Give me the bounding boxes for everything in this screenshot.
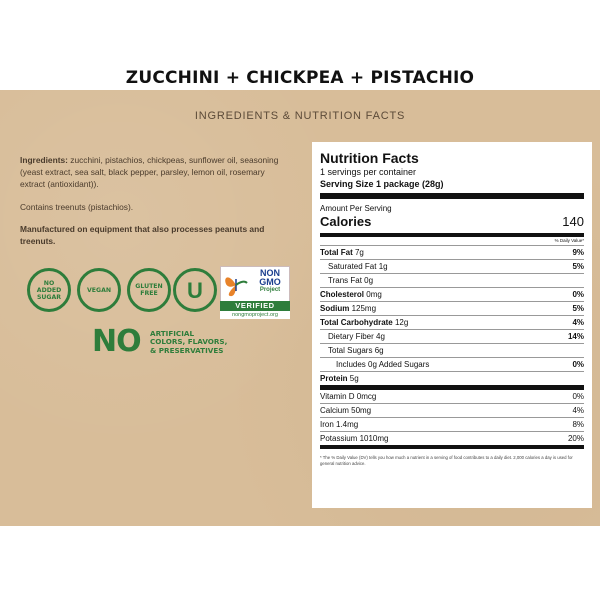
vitamin-row bbox=[320, 432, 584, 449]
nutrient-row bbox=[320, 330, 584, 344]
badge-text: ADDED bbox=[36, 286, 62, 294]
ingredients-paragraph bbox=[20, 154, 282, 191]
nutrition-title: Nutrition Facts bbox=[320, 150, 419, 166]
nutrient-pct: 5% bbox=[572, 304, 584, 313]
badge-text: U bbox=[187, 277, 203, 303]
no-added-sugar-badge bbox=[27, 268, 71, 312]
no-artificial-claim bbox=[92, 326, 272, 360]
nutrient-row bbox=[320, 274, 584, 288]
nongmo-line1: NON bbox=[260, 268, 280, 278]
vitamin-label: Calcium 50mg bbox=[320, 406, 372, 415]
product-title: ZUCCHINI + CHICKPEA + PISTACHIO bbox=[125, 68, 475, 88]
no-artificial-line2: COLORS, FLAVORS, bbox=[150, 337, 228, 347]
nutrient-label: Sodium bbox=[320, 304, 350, 313]
nutrient-label: Includes 0g Added Sugars bbox=[336, 360, 430, 369]
calories-row bbox=[320, 214, 584, 237]
ingredients-block bbox=[20, 154, 282, 257]
no-artificial-line3: & PRESERVATIVES bbox=[150, 345, 224, 355]
vegan-badge bbox=[77, 268, 121, 312]
nutrient-label: Cholesterol bbox=[320, 290, 365, 299]
badges-row bbox=[27, 266, 297, 316]
no-big-text: NO bbox=[92, 324, 141, 359]
daily-value-footnote: * The % Daily Value (DV) tells you how much a nutrient in a serving of food contributes to a daily diet. 2,000 calories a day is used for general nutrition advice. bbox=[320, 455, 573, 466]
nutrient-row bbox=[320, 246, 584, 260]
vitamin-pct: 20% bbox=[567, 434, 584, 443]
serving-size: Serving Size 1 package (28g) bbox=[320, 178, 584, 199]
badge-text: GLUTEN bbox=[135, 283, 163, 290]
nutrient-row bbox=[320, 344, 584, 358]
nutrient-label: Total Carbohydrate bbox=[320, 318, 393, 327]
nutrient-pct: 0% bbox=[572, 360, 584, 369]
contains-text: Contains treenuts (pistachios). bbox=[20, 201, 134, 212]
nongmo-site: nongmoproject.org bbox=[220, 311, 290, 319]
nutrient-pct: 14% bbox=[567, 332, 584, 341]
calories-value: 140 bbox=[562, 214, 584, 229]
manufactured-text: Manufactured on equipment that also processes peanuts and treenuts. bbox=[20, 223, 265, 247]
vitamin-label: Iron 1.4mg bbox=[320, 420, 359, 429]
vitamin-pct: 8% bbox=[572, 420, 584, 429]
nutrient-amount: 12g bbox=[392, 318, 409, 327]
nutrient-label: Protein bbox=[320, 374, 348, 383]
nutrient-row bbox=[320, 288, 584, 302]
nutrient-pct: 4% bbox=[572, 318, 584, 327]
badge-text: VEGAN bbox=[86, 286, 112, 294]
kosher-u-badge bbox=[173, 268, 217, 312]
nutrient-row bbox=[320, 372, 584, 390]
vitamin-row bbox=[320, 404, 584, 418]
nutrient-amount: 7g bbox=[352, 248, 364, 257]
nutrient-amount: 5g bbox=[347, 374, 359, 383]
badge-text: FREE bbox=[140, 290, 158, 297]
vitamin-row bbox=[320, 390, 584, 404]
butterfly-icon bbox=[223, 271, 249, 299]
non-gmo-logo bbox=[220, 266, 290, 318]
nutrition-facts-label bbox=[312, 142, 592, 508]
nutrient-amount: 125mg bbox=[349, 304, 377, 313]
ingredients-label: Ingredients: bbox=[20, 155, 68, 165]
ingredients-text: zucchini, pistachios, chickpeas, sunflower oil, seasoning (yeast extract, sea salt, black pepper, parsley, lemon oil, rosemary extract (antioxidant)). bbox=[20, 155, 279, 190]
vitamin-label: Vitamin D 0mcg bbox=[320, 392, 377, 401]
nutrient-label: Dietary Fiber 4g bbox=[328, 332, 385, 341]
badge-text: SUGAR bbox=[36, 293, 62, 301]
nutrient-pct: 5% bbox=[572, 262, 584, 271]
amount-per-serving: Amount Per Serving bbox=[320, 204, 392, 213]
kraft-panel bbox=[0, 90, 600, 526]
nutrient-row bbox=[320, 260, 584, 274]
nutrient-label: Trans Fat 0g bbox=[328, 276, 374, 285]
nutrient-row bbox=[320, 316, 584, 330]
nutrient-label: Saturated Fat 1g bbox=[328, 262, 388, 271]
nutrient-pct: 0% bbox=[572, 290, 584, 299]
calories-label: Calories bbox=[320, 214, 372, 229]
vitamin-pct: 0% bbox=[572, 392, 584, 401]
nutrient-amount: 0mg bbox=[364, 290, 382, 299]
daily-value-header: % Daily Value* bbox=[320, 237, 584, 246]
nongmo-line2: GMO bbox=[259, 277, 281, 287]
nutrient-row bbox=[320, 302, 584, 316]
nutrient-label: Total Fat bbox=[320, 248, 353, 257]
vitamin-label: Potassium 1010mg bbox=[320, 434, 389, 443]
nutrient-row bbox=[320, 358, 584, 372]
vitamin-pct: 4% bbox=[572, 406, 584, 415]
gluten-free-badge bbox=[127, 268, 171, 312]
servings-per-container: 1 servings per container bbox=[320, 167, 417, 177]
nutrient-pct: 9% bbox=[572, 248, 584, 257]
section-heading: INGREDIENTS & NUTRITION FACTS bbox=[194, 110, 406, 122]
vitamin-row bbox=[320, 418, 584, 432]
nongmo-verified: VERIFIED bbox=[220, 301, 290, 311]
no-artificial-line1: ARTIFICIAL bbox=[150, 329, 195, 338]
nongmo-line3: Project bbox=[259, 287, 281, 293]
badge-text: NO bbox=[43, 279, 55, 287]
nutrient-label: Total Sugars 6g bbox=[328, 346, 384, 355]
